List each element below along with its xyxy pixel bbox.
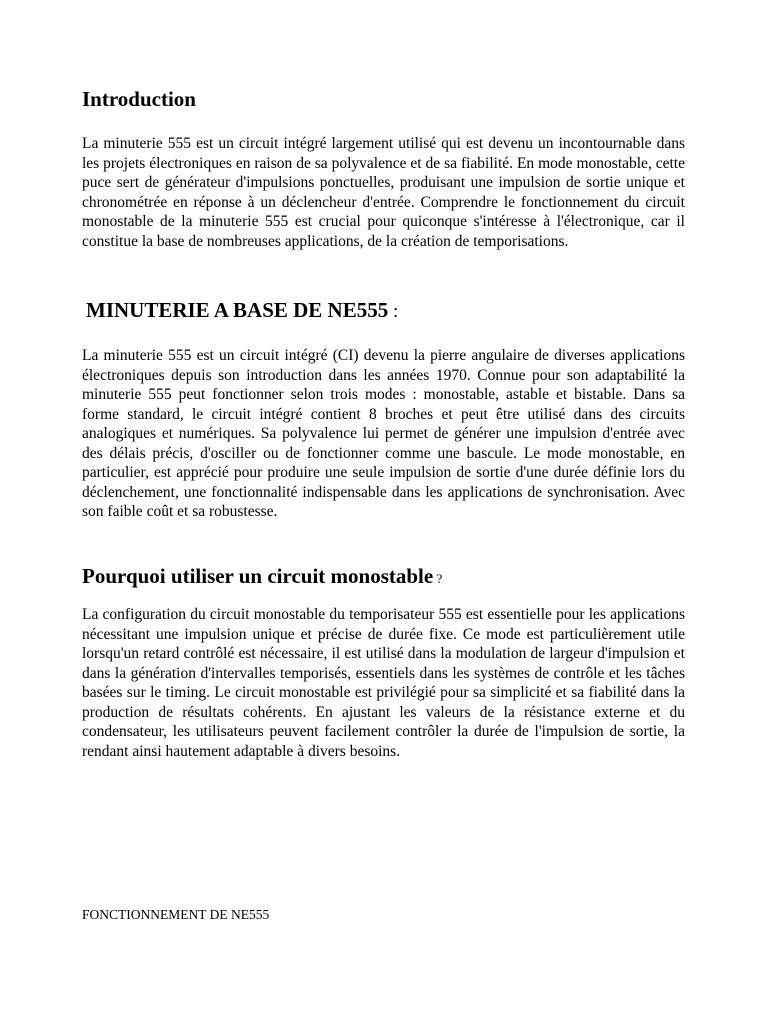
paragraph-minuterie: La minuterie 555 est un circuit intégré (CI) devenu la pierre angulaire de diverses applications électroniques depuis son introduction dans les années 1970. Connue pour son adaptabilité la minuterie 555 peut fonctionner selon trois modes : monostable, astable et bistable. Dans sa forme standard, le circuit intégré contient 8 broches et peut être utilisé dans des circuits analogiques et numériques. Sa polyvalence lui permet de générer une impulsion d'entrée avec des délais précis, d'osciller ou de fonctionner comme une bascule. Le mode monostable, en particulier, est apprécié pour produire une seule impulsion de sortie d'une durée définie lors du déclenchement, une fonctionnalité indispensable dans les applications de synchronisation. Avec son faible coût et sa robustesse.	[82, 347, 685, 520]
section-pourquoi	[82, 563, 685, 592]
heading-suffix: ?	[433, 571, 443, 586]
section-minuterie	[86, 297, 689, 325]
footer-heading: FONCTIONNEMENT DE NE555	[82, 907, 270, 922]
heading-suffix: :	[388, 301, 399, 322]
section-introduction-body	[82, 134, 685, 251]
section-heading-minuterie	[86, 297, 689, 325]
section-minuterie-body	[82, 346, 685, 522]
heading-text: Pourquoi utiliser un circuit monostable	[82, 564, 434, 588]
section-pourquoi-body	[82, 605, 685, 761]
paragraph-introduction: La minuterie 555 est un circuit intégré largement utilisé qui est devenu un incontournable dans les projets électroniques en raison de sa polyvalence et de sa fiabilité. En mode monostable, cette puce sert de générateur d'impulsions ponctuelles, produisant une impulsion de sortie unique et chronométrée en réponse à un déclencheur d'entrée. Comprendre le fonctionnement du circuit monostable de la minuterie 555 est crucial pour quiconque s'intéresse à l'électronique, car il constitue la base de nombreuses applications, de la création de temporisations.	[82, 135, 685, 250]
heading-text: MINUTERIE A BASE DE NE555	[86, 298, 389, 322]
paragraph-pourquoi: La configuration du circuit monostable du temporisateur 555 est essentielle pour les applications nécessitant une impulsion unique et précise de durée fixe. Ce mode est particulièrement utile lorsqu'un retard contrôlé est nécessaire, il est utilisé dans la modulation de largeur d'impulsion et dans la génération d'intervalles temporisés, essentiels dans les systèmes de contrôle et les tâches basées sur le timing. Le circuit monostable est privilégié pour sa simplicité et sa fiabilité dans la production de résultats cohérents. En ajustant les valeurs de la résistance externe et du condensateur, les utilisateurs peuvent facilement contrôler la durée de l'impulsion de sortie, la rendant ainsi hautement adaptable à divers besoins.	[82, 606, 685, 760]
section-heading-pourquoi	[82, 563, 685, 592]
section-introduction	[82, 86, 685, 112]
section-heading-introduction: Introduction	[82, 87, 196, 111]
